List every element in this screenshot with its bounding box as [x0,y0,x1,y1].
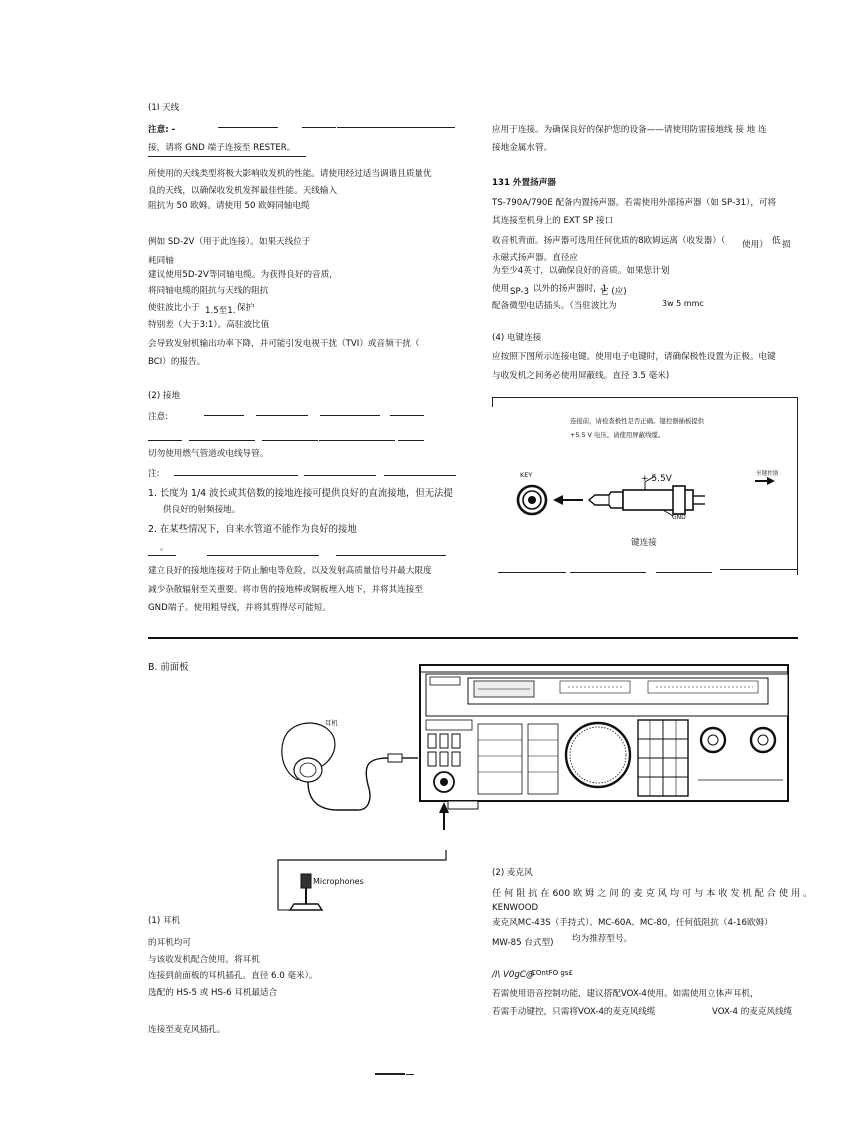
mic-heading: (2) 麦克风 [492,868,533,878]
earphone-label: 耳机 [325,719,338,727]
speaker-heading: 131 外置扬声器 [492,178,556,188]
speaker-text: 收音机背面。扬声器可选用任何优质的8欧姆远离（收发器）（ [492,236,726,246]
gnd-note: 接，请将 GND 端子连接至 RESTER。 [148,143,296,153]
antenna-text: 建议使用5D-2V等同轴电缆。为获得良好的音质， [148,270,338,280]
blank-line [148,156,258,157]
antenna-text: 良的天线，以确保收发机发挥最佳性能。天线输入 [148,186,338,196]
speaker-text: 为至少4英寸，以确保良好的音质。如果您计划 [492,266,670,276]
blank-line [570,572,646,573]
antenna-text: BCI）的报告。 [148,357,206,367]
blank-line [498,572,566,573]
antenna-text: 特别差（大于3:1）。高驻波比值 [148,320,270,330]
ground-note-label: 注意: [148,412,169,422]
key-plug-diagram [505,462,795,532]
blank-line [189,440,255,441]
speaker-text: 使用 [492,284,510,294]
blank-line [148,440,182,441]
key-text: 应按照下图所示连接电键。使用电子电键时，请确保极性设置为正极。电键 [492,352,776,362]
diagram-title: 键连接 [631,538,657,548]
earphone-text: 与该收发机配合使用。将耳机 [148,955,260,965]
speaker-text: 3w 5 mmc [662,299,704,308]
blank-line [720,569,797,570]
vox-heading: /I\ V0gC@ [492,970,535,980]
blank-line [262,440,318,441]
ground-text: GND端子。使用粗导线，并将其剪得尽可能短。 [148,603,331,613]
antenna-text: 会导致发射机输出功率下降，并可能引发电视干扰（TVI）或音频干扰（ [148,339,420,349]
antenna-text: 将同轴电缆的阻抗与天线的阻抗 [148,286,269,296]
blank-line [336,555,446,556]
speaker-text: 它 (应) [600,287,627,297]
speaker-text: 以外的扬声器时，1 [533,284,608,294]
earphone-text: 的耳机均可 [148,938,191,948]
front-panel-heading: B. 前面板 [148,662,189,673]
ground-continued: 接地金属水管。 [492,143,553,153]
antenna-heading: (1I 天线 [148,103,180,113]
speaker-text: 低 [772,236,781,246]
diagram-keyer-label: 至键控器 [756,471,779,477]
ground-text: 建立良好的接地连接对于防止触电等危险，以及发射高质量信号并最大限度 [148,566,432,576]
blank-line [319,440,395,441]
blank-line [656,572,712,573]
section-divider [148,637,798,639]
mic-text: 任 何 阻 抗 在 600 欧 姆 之 间 的 麦 克 风 均 可 与 本 收 发 机 配 合 使 用 。 [492,888,813,899]
note-label: 注意: - [148,125,176,135]
blank-line [320,415,380,416]
earphone-heading: (1) 耳机 [148,916,181,926]
footer-mark [375,1073,405,1075]
microphone-label: Microphones [313,877,364,886]
earphone-text: 连接至麦克风插孔。 [148,1025,226,1035]
antenna-text: 所使用的天线类型将极大影响收发机的性能。请使用经过适当调谐且质量优 [148,169,432,179]
ground-item-2: 2. 在某些情况下，自来水管道不能作为良好的接地 [148,524,357,535]
mic-text: MW-85 台式型) [492,938,554,948]
blank-line [302,127,336,128]
speaker-text: 配备微型电话插头。（当驻波比为 [492,301,617,311]
ground-continued: 应用于连接。为确保良好的保护您的设备——请使用防雷接地线 接 地 连 [492,125,767,135]
antenna-text: 保护 [237,303,255,313]
ground-item-2: 。 [160,543,169,553]
blank-line [256,415,308,416]
blank-line [337,127,455,128]
mic-text: KENWOOD [492,903,539,913]
antenna-text: 阻抗为 50 欧姆。请使用 50 欧姆同轴电缆 [148,201,310,211]
diagram-key-label: KEY [520,471,533,479]
speaker-text: SP-3 [510,287,530,297]
diagram-caption: 连接前，请检查极性是否正确。键控器插板提供 [570,417,705,425]
speaker-text: 永磁式扬声器。直径应 [492,253,578,263]
key-text: 与收发机之间务必使用屏蔽线。直径 3.5 毫米) [492,371,670,381]
blank-line [398,440,424,441]
ground-item-1: 供良好的射频接地。 [163,505,241,515]
diagram-frame-right [797,397,798,575]
ground-text: 减少杂散辐射至关重要。将市售的接地棒或铜板埋入地下，并将其连接至 [148,585,424,595]
mic-text: 麦克风MC-43S（手持式）、MC-60A、MC-80，任何低阻抗（4-16欧姆） [492,918,773,928]
speaker-text: 损 [782,240,791,250]
speaker-text: 使用） [742,240,768,250]
blank-line [218,127,278,128]
footer-mark [406,1074,414,1075]
diagram-caption: +5.5 V 电压。请使用屏蔽线缆。 [570,431,665,439]
ground-note2-label: 注: [148,469,160,479]
blank-line [258,156,306,157]
ground-heading: (2) 接地 [148,391,181,401]
speaker-text: TS-790A/790E 配备内置扬声器。若需使用外部扬声器（如 SP-31），可将 [492,198,777,208]
blank-line [148,555,176,556]
antenna-text: 1.5至1. [205,306,236,316]
ground-warning: 切勿使用燃气管道或电线导管。 [148,449,269,459]
speaker-text: 其连接至机身上的 EXT SP 接口 [492,216,614,226]
diagram-frame-top [492,397,760,398]
blank-line [207,555,259,556]
key-heading: (4) 电键连接 [492,333,542,343]
blank-line [174,475,298,476]
vox-heading: COntFO gs£ [531,969,573,977]
mic-text: 均为推荐型号。 [572,934,633,944]
antenna-text: 例如 SD-2V（用于此连接）。如果天线位于 [148,237,311,247]
antenna-text: 使驻波比小于 [148,303,200,313]
earphone-text: 选配的 HS-5 或 HS-6 耳机最适合 [148,988,278,998]
blank-line [259,555,319,556]
diagram-frame-corner [492,397,493,407]
antenna-text: 耗同轴 [148,256,174,266]
vox-text: 若需手动键控，只需将VOX-4的麦克风线缆 [492,1007,656,1017]
vox-text: 若需使用语音控制功能，建议搭配VOX-4使用。如需使用立体声耳机， [492,989,759,999]
earphone-text: 连接到前面板的耳机插孔。直径 6.0 毫米）。 [148,971,318,981]
diagram-voltage-label: + 5.5V [641,474,672,484]
diagram-gnd-label: GND [672,514,686,521]
diagram-frame-top [760,397,798,398]
blank-line [204,415,244,416]
blank-line [390,415,424,416]
blank-line [384,475,456,476]
vox-text: VOX-4 的麦克风线缆 [712,1007,793,1017]
blank-line [304,475,376,476]
ground-item-1: 1. 长度为 1/4 波长或其倍数的接地连接可提供良好的直流接地，但无法提 [148,488,453,499]
